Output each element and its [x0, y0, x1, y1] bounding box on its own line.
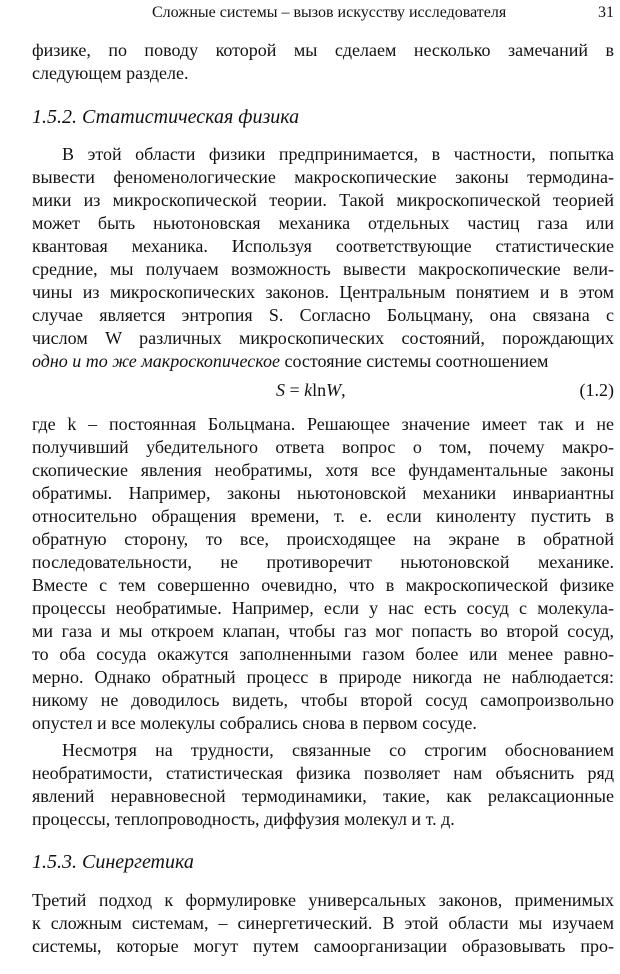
formula-comma: ,: [341, 380, 346, 400]
text-line: квантовая механика. Используя соответствующие статистические: [32, 236, 614, 256]
text-line: случае является энтропия S. Согласно Больцману, она связана с: [32, 305, 614, 325]
text-line: явлений неравновесной термодинамики, такие, как релаксационные: [32, 786, 614, 806]
formula-w: W: [326, 380, 342, 400]
section-heading-1-5-2: 1.5.2. Статистическая физика: [32, 106, 300, 128]
text-line: опустел и все молекулы собрались снова в первом сосуде.: [32, 713, 477, 733]
section-heading-1-5-3: 1.5.3. Синергетика: [32, 851, 194, 873]
italic-phrase: одно и то же макроскопическое: [32, 351, 280, 371]
text-line: следующем разделе.: [32, 63, 189, 83]
text-line: системы, которые могут путем самоорганизации образовывать про-: [32, 936, 614, 956]
text-line: относительно обращения времени, т. е. если киноленту пустить в: [32, 506, 614, 526]
text-line: где k – постоянная Больцмана. Решающее значение имеет так и не: [32, 414, 614, 434]
equation-number: (1.2): [579, 380, 614, 400]
formula-k: k: [304, 380, 313, 400]
text-line: процессы, теплопроводность, диффузия молекул и т. д.: [32, 809, 455, 829]
text-line: физике, по поводу которой мы сделаем несколько замечаний в: [32, 40, 614, 60]
text-line: числом W различных микроскопических состояний, порождающих: [32, 328, 614, 348]
text-line: скопические явления необратимы, хотя все фундаментальные законы: [32, 460, 614, 480]
text-line: обратимы. Например, законы ньютоновской механики инвариантны: [32, 483, 614, 503]
text-line: Несмотря на трудности, связанные со строгим обоснованием: [62, 740, 614, 760]
text-line: мики из микроскопической теории. Такой микроскопической теорией: [32, 190, 614, 210]
document-page: [32, 0, 614, 974]
text-run: состояние системы соотношением: [279, 351, 549, 371]
page-number: 31: [598, 4, 614, 21]
text-line: вывести феноменологические макроскопические законы термодина-: [32, 167, 614, 187]
text-line: чины из микроскопических законов. Центральным понятием и в этом: [32, 282, 614, 302]
text-line: Вместе с тем совершенно очевидно, что в макроскопической физике: [32, 575, 614, 595]
formula-equals: =: [285, 380, 305, 400]
text-line: к сложным системам, – синергетический. В этой области мы изучаем: [32, 913, 614, 933]
text-line: никому не доводилось видеть, чтобы второй сосуд самопроизвольно: [32, 690, 614, 710]
running-head: [32, 2, 614, 24]
text-line: получивший убедительного ответа вопрос о том, почему макро-: [32, 437, 614, 457]
text-line: Третий подход к формулировке универсальных законов, применимых: [32, 890, 614, 910]
formula-s: S: [276, 380, 285, 400]
text-line: последовательности, не противоречит ньютоновской механике.: [32, 552, 614, 572]
text-line: обратную сторону, то все, происходящее на экране в обратной: [32, 529, 614, 549]
text-line: то оба сосуда окажутся заполненными газом более или менее равно-: [32, 644, 614, 664]
text-line: В этой области физики предпринимается, в частности, попытка: [62, 144, 614, 164]
formula-ln: ln: [312, 380, 327, 400]
text-line: необратимости, статистическая физика позволяет нам объяснить ряд: [32, 763, 614, 783]
text-line: может быть ньютоновская механика отдельных частиц газа или: [32, 213, 614, 233]
text-line: процессы необратимые. Например, если у нас есть сосуд с молекула-: [32, 598, 614, 618]
running-title: Сложные системы – вызов искусству исследователя: [152, 4, 507, 21]
text-line: ми газа и мы откроем клапан, чтобы газ мог попасть во второй сосуд,: [32, 621, 614, 641]
formula-expression: [276, 378, 346, 402]
text-line: средние, мы получаем возможность вывести макроскопические вели-: [32, 259, 614, 279]
text-line-with-italic: [32, 349, 614, 373]
text-line: мерно. Однако обратный процесс в природе никогда не наблюдается:: [32, 667, 614, 687]
